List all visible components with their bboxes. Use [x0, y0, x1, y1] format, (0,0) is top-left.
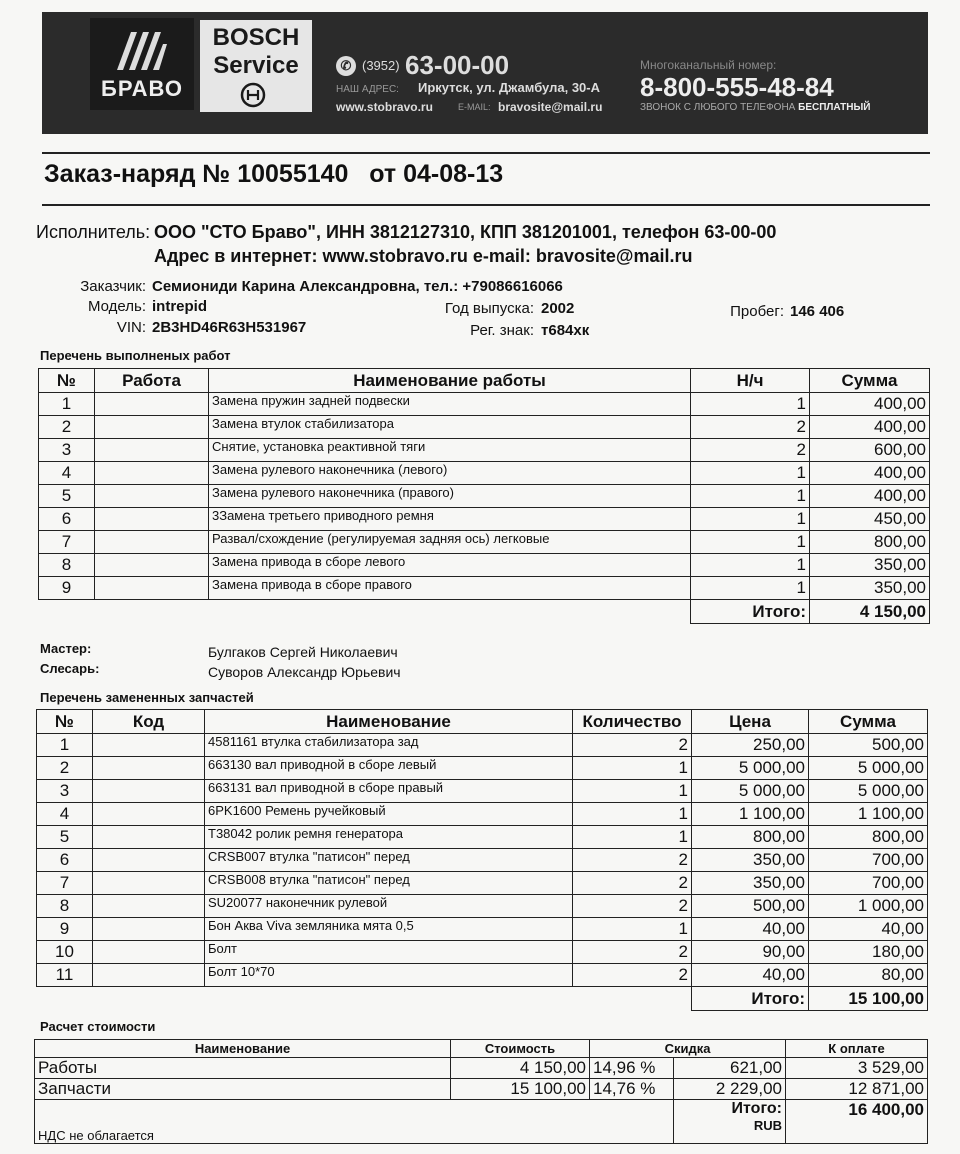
parts-row-qty: 2 — [573, 964, 692, 987]
plate-value: т684хк — [541, 322, 590, 339]
parts-row — [37, 757, 928, 780]
calc-col-pay: К оплате — [786, 1040, 928, 1058]
parts-total-spacer — [37, 987, 692, 1011]
works-row-sum: 400,00 — [810, 416, 930, 439]
bravo-logo-mark-icon — [113, 30, 169, 72]
works-row-code — [95, 554, 209, 577]
calc-table — [34, 1039, 928, 1144]
works-section-title: Перечень выполненых работ — [40, 348, 231, 363]
works-row-hours: 1 — [691, 508, 810, 531]
order-date: от 04-08-13 — [369, 160, 504, 188]
parts-row-code — [93, 941, 205, 964]
parts-row-number: 11 — [37, 964, 93, 987]
parts-row-number: 9 — [37, 918, 93, 941]
works-row-code — [95, 416, 209, 439]
customer-value: Семиониди Карина Александровна, тел.: +79086616066 — [152, 278, 563, 295]
calc-row-name: Запчасти — [35, 1079, 451, 1100]
year-value: 2002 — [541, 300, 575, 317]
bravo-logo-text: БРАВО — [101, 76, 183, 101]
works-row-code — [95, 439, 209, 462]
parts-row — [37, 849, 928, 872]
customer-label: Заказчик: — [80, 278, 146, 295]
parts-row-qty: 1 — [573, 757, 692, 780]
calc-row-discount-pct-sign: % — [640, 1079, 656, 1098]
parts-row-number: 10 — [37, 941, 93, 964]
parts-row-number: 5 — [37, 826, 93, 849]
works-row-number: 5 — [39, 485, 95, 508]
works-row-hours: 2 — [691, 439, 810, 462]
parts-row-qty: 1 — [573, 780, 692, 803]
works-row-hours: 1 — [691, 393, 810, 416]
calc-section-title: Расчет стоимости — [40, 1019, 156, 1034]
parts-row-qty: 2 — [573, 734, 692, 757]
works-row-number: 2 — [39, 416, 95, 439]
phone-code: (3952) — [362, 58, 400, 73]
works-col-sum: Сумма — [810, 369, 930, 393]
works-row-hours: 2 — [691, 416, 810, 439]
works-row-code — [95, 393, 209, 416]
works-table — [38, 368, 930, 624]
calc-row-cost: 4 150,00 — [451, 1058, 590, 1079]
parts-row-sum: 1 100,00 — [809, 803, 928, 826]
parts-col-sum: Сумма — [809, 710, 928, 734]
works-col-code: Работа — [95, 369, 209, 393]
works-row — [39, 485, 930, 508]
parts-row-price: 350,00 — [692, 872, 809, 895]
parts-row — [37, 734, 928, 757]
calc-row — [35, 1058, 928, 1079]
executor-contacts: Адрес в интернет: www.stobravo.ru e-mail: bravosite@mail.ru — [154, 246, 693, 266]
parts-row-sum: 40,00 — [809, 918, 928, 941]
works-total-row — [39, 600, 930, 624]
works-total-spacer — [39, 600, 691, 624]
parts-row-name: CRSB008 втулка "патисон" перед — [205, 872, 573, 895]
parts-total-label: Итого: — [692, 987, 809, 1011]
parts-row-code — [93, 849, 205, 872]
works-row-sum: 350,00 — [810, 577, 930, 600]
order-number: Заказ-наряд № 10055140 — [44, 160, 349, 188]
parts-row-code — [93, 734, 205, 757]
email: bravosite@mail.ru — [498, 100, 603, 114]
parts-row-qty: 1 — [573, 803, 692, 826]
calc-total-label-cell — [674, 1100, 786, 1144]
parts-row-code — [93, 872, 205, 895]
works-row — [39, 416, 930, 439]
mechanic-label: Слесарь: — [40, 661, 100, 676]
multichannel-label: Многоканальный номер: — [640, 58, 777, 72]
parts-row-price: 40,00 — [692, 918, 809, 941]
executor-label: Исполнитель: — [36, 222, 151, 242]
parts-row-sum: 80,00 — [809, 964, 928, 987]
works-header-row — [39, 369, 930, 393]
parts-row-name: Бон Аква Viva земляника мята 0,5 — [205, 918, 573, 941]
parts-row-sum: 700,00 — [809, 872, 928, 895]
parts-row-qty: 2 — [573, 849, 692, 872]
works-row — [39, 439, 930, 462]
works-row — [39, 577, 930, 600]
master-value: Булгаков Сергей Николаевич — [208, 644, 398, 660]
parts-row-sum: 500,00 — [809, 734, 928, 757]
works-row-code — [95, 485, 209, 508]
works-row-name: Замена рулевого наконечника (левого) — [209, 462, 691, 485]
parts-row-code — [93, 918, 205, 941]
parts-row-number: 6 — [37, 849, 93, 872]
parts-row-code — [93, 895, 205, 918]
page-title — [44, 160, 503, 189]
calc-row-pay: 3 529,00 — [786, 1058, 928, 1079]
calc-total-currency: RUB — [753, 1118, 782, 1133]
parts-row-price: 800,00 — [692, 826, 809, 849]
works-row-name: 3Замена третьего приводного ремня — [209, 508, 691, 531]
parts-row-name: CRSB007 втулка "патисон" перед — [205, 849, 573, 872]
calc-row-discount-amount: 621,00 — [674, 1058, 786, 1079]
works-row-code — [95, 577, 209, 600]
parts-row-qty: 2 — [573, 895, 692, 918]
parts-row-name: 663130 вал приводной в сборе левый — [205, 757, 573, 780]
works-row-number: 9 — [39, 577, 95, 600]
works-row-number: 8 — [39, 554, 95, 577]
executor-details: ООО "СТО Браво", ИНН 3812127310, КПП 381201001, телефон 63-00-00 — [154, 222, 777, 242]
call-note-free: БЕСПЛАТНЫЙ — [798, 102, 871, 113]
works-row-number: 3 — [39, 439, 95, 462]
parts-row-name: 6PK1600 Ремень ручейковый — [205, 803, 573, 826]
calc-row-discount-pct — [590, 1058, 674, 1079]
parts-row — [37, 918, 928, 941]
parts-total-value: 15 100,00 — [809, 987, 928, 1011]
works-row — [39, 508, 930, 531]
parts-row-number: 1 — [37, 734, 93, 757]
parts-header-row — [37, 710, 928, 734]
bosch-emblem-icon — [240, 82, 266, 108]
parts-col-code: Код — [93, 710, 205, 734]
works-row-hours: 1 — [691, 554, 810, 577]
calc-row-pay: 12 871,00 — [786, 1079, 928, 1100]
parts-row — [37, 895, 928, 918]
parts-row-price: 5 000,00 — [692, 780, 809, 803]
works-row-sum: 600,00 — [810, 439, 930, 462]
master-label: Мастер: — [40, 641, 92, 656]
works-row-code — [95, 531, 209, 554]
parts-row-price: 90,00 — [692, 941, 809, 964]
works-row-number: 4 — [39, 462, 95, 485]
address: Иркутск, ул. Джамбула, 30-А — [418, 80, 600, 95]
calc-total-row — [35, 1100, 928, 1144]
plate-label: Рег. знак: — [470, 322, 534, 339]
parts-row-name: Болт 10*70 — [205, 964, 573, 987]
works-row-name: Замена привода в сборе правого — [209, 577, 691, 600]
parts-row-code — [93, 964, 205, 987]
parts-row — [37, 826, 928, 849]
parts-row-sum: 180,00 — [809, 941, 928, 964]
parts-row-number: 8 — [37, 895, 93, 918]
parts-row-name: T38042 ролик ремня генератора — [205, 826, 573, 849]
parts-row-price: 1 100,00 — [692, 803, 809, 826]
parts-col-n: № — [37, 710, 93, 734]
works-row — [39, 554, 930, 577]
works-row-sum: 400,00 — [810, 485, 930, 508]
works-row — [39, 393, 930, 416]
calc-total-label: Итого: — [731, 1100, 782, 1117]
calc-col-cost: Стоимость — [451, 1040, 590, 1058]
works-row-number: 1 — [39, 393, 95, 416]
parts-row-code — [93, 803, 205, 826]
works-row-code — [95, 462, 209, 485]
parts-row — [37, 803, 928, 826]
works-row-sum: 350,00 — [810, 554, 930, 577]
parts-row — [37, 941, 928, 964]
works-row-code — [95, 508, 209, 531]
calc-row-discount-pct-sign: % — [640, 1058, 656, 1077]
parts-row-name: Болт — [205, 941, 573, 964]
works-row-sum: 400,00 — [810, 462, 930, 485]
parts-row-qty: 2 — [573, 872, 692, 895]
parts-row-price: 350,00 — [692, 849, 809, 872]
parts-row-price: 5 000,00 — [692, 757, 809, 780]
parts-row-sum: 5 000,00 — [809, 757, 928, 780]
parts-row-number: 4 — [37, 803, 93, 826]
parts-row — [37, 780, 928, 803]
works-col-name: Наименование работы — [209, 369, 691, 393]
email-label: E-MAIL: — [458, 102, 491, 112]
mechanic-value: Суворов Александр Юрьевич — [208, 664, 401, 680]
phone-number: 63-00-00 — [405, 50, 510, 80]
parts-row-qty: 1 — [573, 918, 692, 941]
parts-col-price: Цена — [692, 710, 809, 734]
calc-row-discount-pct-value: 14,96 — [593, 1058, 636, 1077]
works-row-hours: 1 — [691, 485, 810, 508]
calc-row — [35, 1079, 928, 1100]
parts-row-qty: 2 — [573, 941, 692, 964]
vin-label: VIN: — [116, 319, 146, 336]
works-row-sum: 800,00 — [810, 531, 930, 554]
parts-row-code — [93, 757, 205, 780]
calc-col-name: Наименование — [35, 1040, 451, 1058]
works-row-number: 6 — [39, 508, 95, 531]
calc-row-discount-pct — [590, 1079, 674, 1100]
call-note-text: ЗВОНОК С ЛЮБОГО ТЕЛЕФОНА — [640, 102, 796, 113]
calc-row-cost: 15 100,00 — [451, 1079, 590, 1100]
parts-row-price: 250,00 — [692, 734, 809, 757]
parts-table — [36, 709, 928, 1011]
model-label: Модель: — [87, 298, 146, 315]
parts-row-price: 500,00 — [692, 895, 809, 918]
address-label: НАШ АДРЕС: — [336, 84, 399, 95]
multichannel-phone: 8-800-555-48-84 — [640, 72, 834, 102]
parts-row-sum: 700,00 — [809, 849, 928, 872]
phone-icon: ✆ — [336, 56, 356, 76]
calc-col-discount: Скидка — [590, 1040, 786, 1058]
parts-row-sum: 800,00 — [809, 826, 928, 849]
works-total-label: Итого: — [691, 600, 810, 624]
works-total-value: 4 150,00 — [810, 600, 930, 624]
calc-row-discount-amount: 2 229,00 — [674, 1079, 786, 1100]
works-row-sum: 400,00 — [810, 393, 930, 416]
calc-header-row — [35, 1040, 928, 1058]
parts-section-title: Перечень замененных запчастей — [40, 690, 254, 705]
parts-row-price: 40,00 — [692, 964, 809, 987]
parts-row-sum: 5 000,00 — [809, 780, 928, 803]
works-row-name: Развал/схождение (регулируемая задняя ось) легковые — [209, 531, 691, 554]
works-row-name: Снятие, установка реактивной тяги — [209, 439, 691, 462]
works-row-name: Замена рулевого наконечника (правого) — [209, 485, 691, 508]
year-label: Год выпуска: — [444, 300, 534, 317]
works-row — [39, 531, 930, 554]
works-col-n: № — [39, 369, 95, 393]
works-row-number: 7 — [39, 531, 95, 554]
works-row-hours: 1 — [691, 577, 810, 600]
calc-row-discount-pct-value: 14,76 — [593, 1079, 636, 1098]
works-row-name: Замена пружин задней подвески — [209, 393, 691, 416]
works-col-hours: Н/ч — [691, 369, 810, 393]
parts-row-code — [93, 780, 205, 803]
works-row-hours: 1 — [691, 462, 810, 485]
call-note — [640, 102, 870, 113]
works-row-sum: 450,00 — [810, 508, 930, 531]
bosch-logo-line2: Service — [213, 52, 299, 79]
parts-row-name: 4581161 втулка стабилизатора зад — [205, 734, 573, 757]
calc-row-name: Работы — [35, 1058, 451, 1079]
title-rule-bottom — [42, 204, 930, 206]
works-row — [39, 462, 930, 485]
vat-note: НДС не облагается — [35, 1100, 674, 1144]
mileage-value: 146 406 — [790, 303, 845, 320]
parts-row-number: 3 — [37, 780, 93, 803]
parts-row-qty: 1 — [573, 826, 692, 849]
works-row-hours: 1 — [691, 531, 810, 554]
parts-row — [37, 872, 928, 895]
parts-row-number: 7 — [37, 872, 93, 895]
website: www.stobravo.ru — [336, 100, 433, 114]
title-rule-top — [42, 152, 930, 154]
parts-row-code — [93, 826, 205, 849]
vin-value: 2B3HD46R63H531967 — [152, 319, 307, 336]
parts-row — [37, 964, 928, 987]
works-row-name: Замена втулок стабилизатора — [209, 416, 691, 439]
parts-row-name: SU20077 наконечник рулевой — [205, 895, 573, 918]
parts-col-qty: Количество — [573, 710, 692, 734]
parts-row-number: 2 — [37, 757, 93, 780]
parts-row-sum: 1 000,00 — [809, 895, 928, 918]
parts-total-row — [37, 987, 928, 1011]
bosch-logo-line1: BOSCH — [212, 24, 300, 51]
parts-row-name: 663131 вал приводной в сборе правый — [205, 780, 573, 803]
works-row-name: Замена привода в сборе левого — [209, 554, 691, 577]
model-value: intrepid — [152, 298, 207, 315]
parts-col-name: Наименование — [205, 710, 573, 734]
mileage-label: Пробег: — [730, 303, 784, 320]
calc-total-value: 16 400,00 — [786, 1100, 928, 1144]
